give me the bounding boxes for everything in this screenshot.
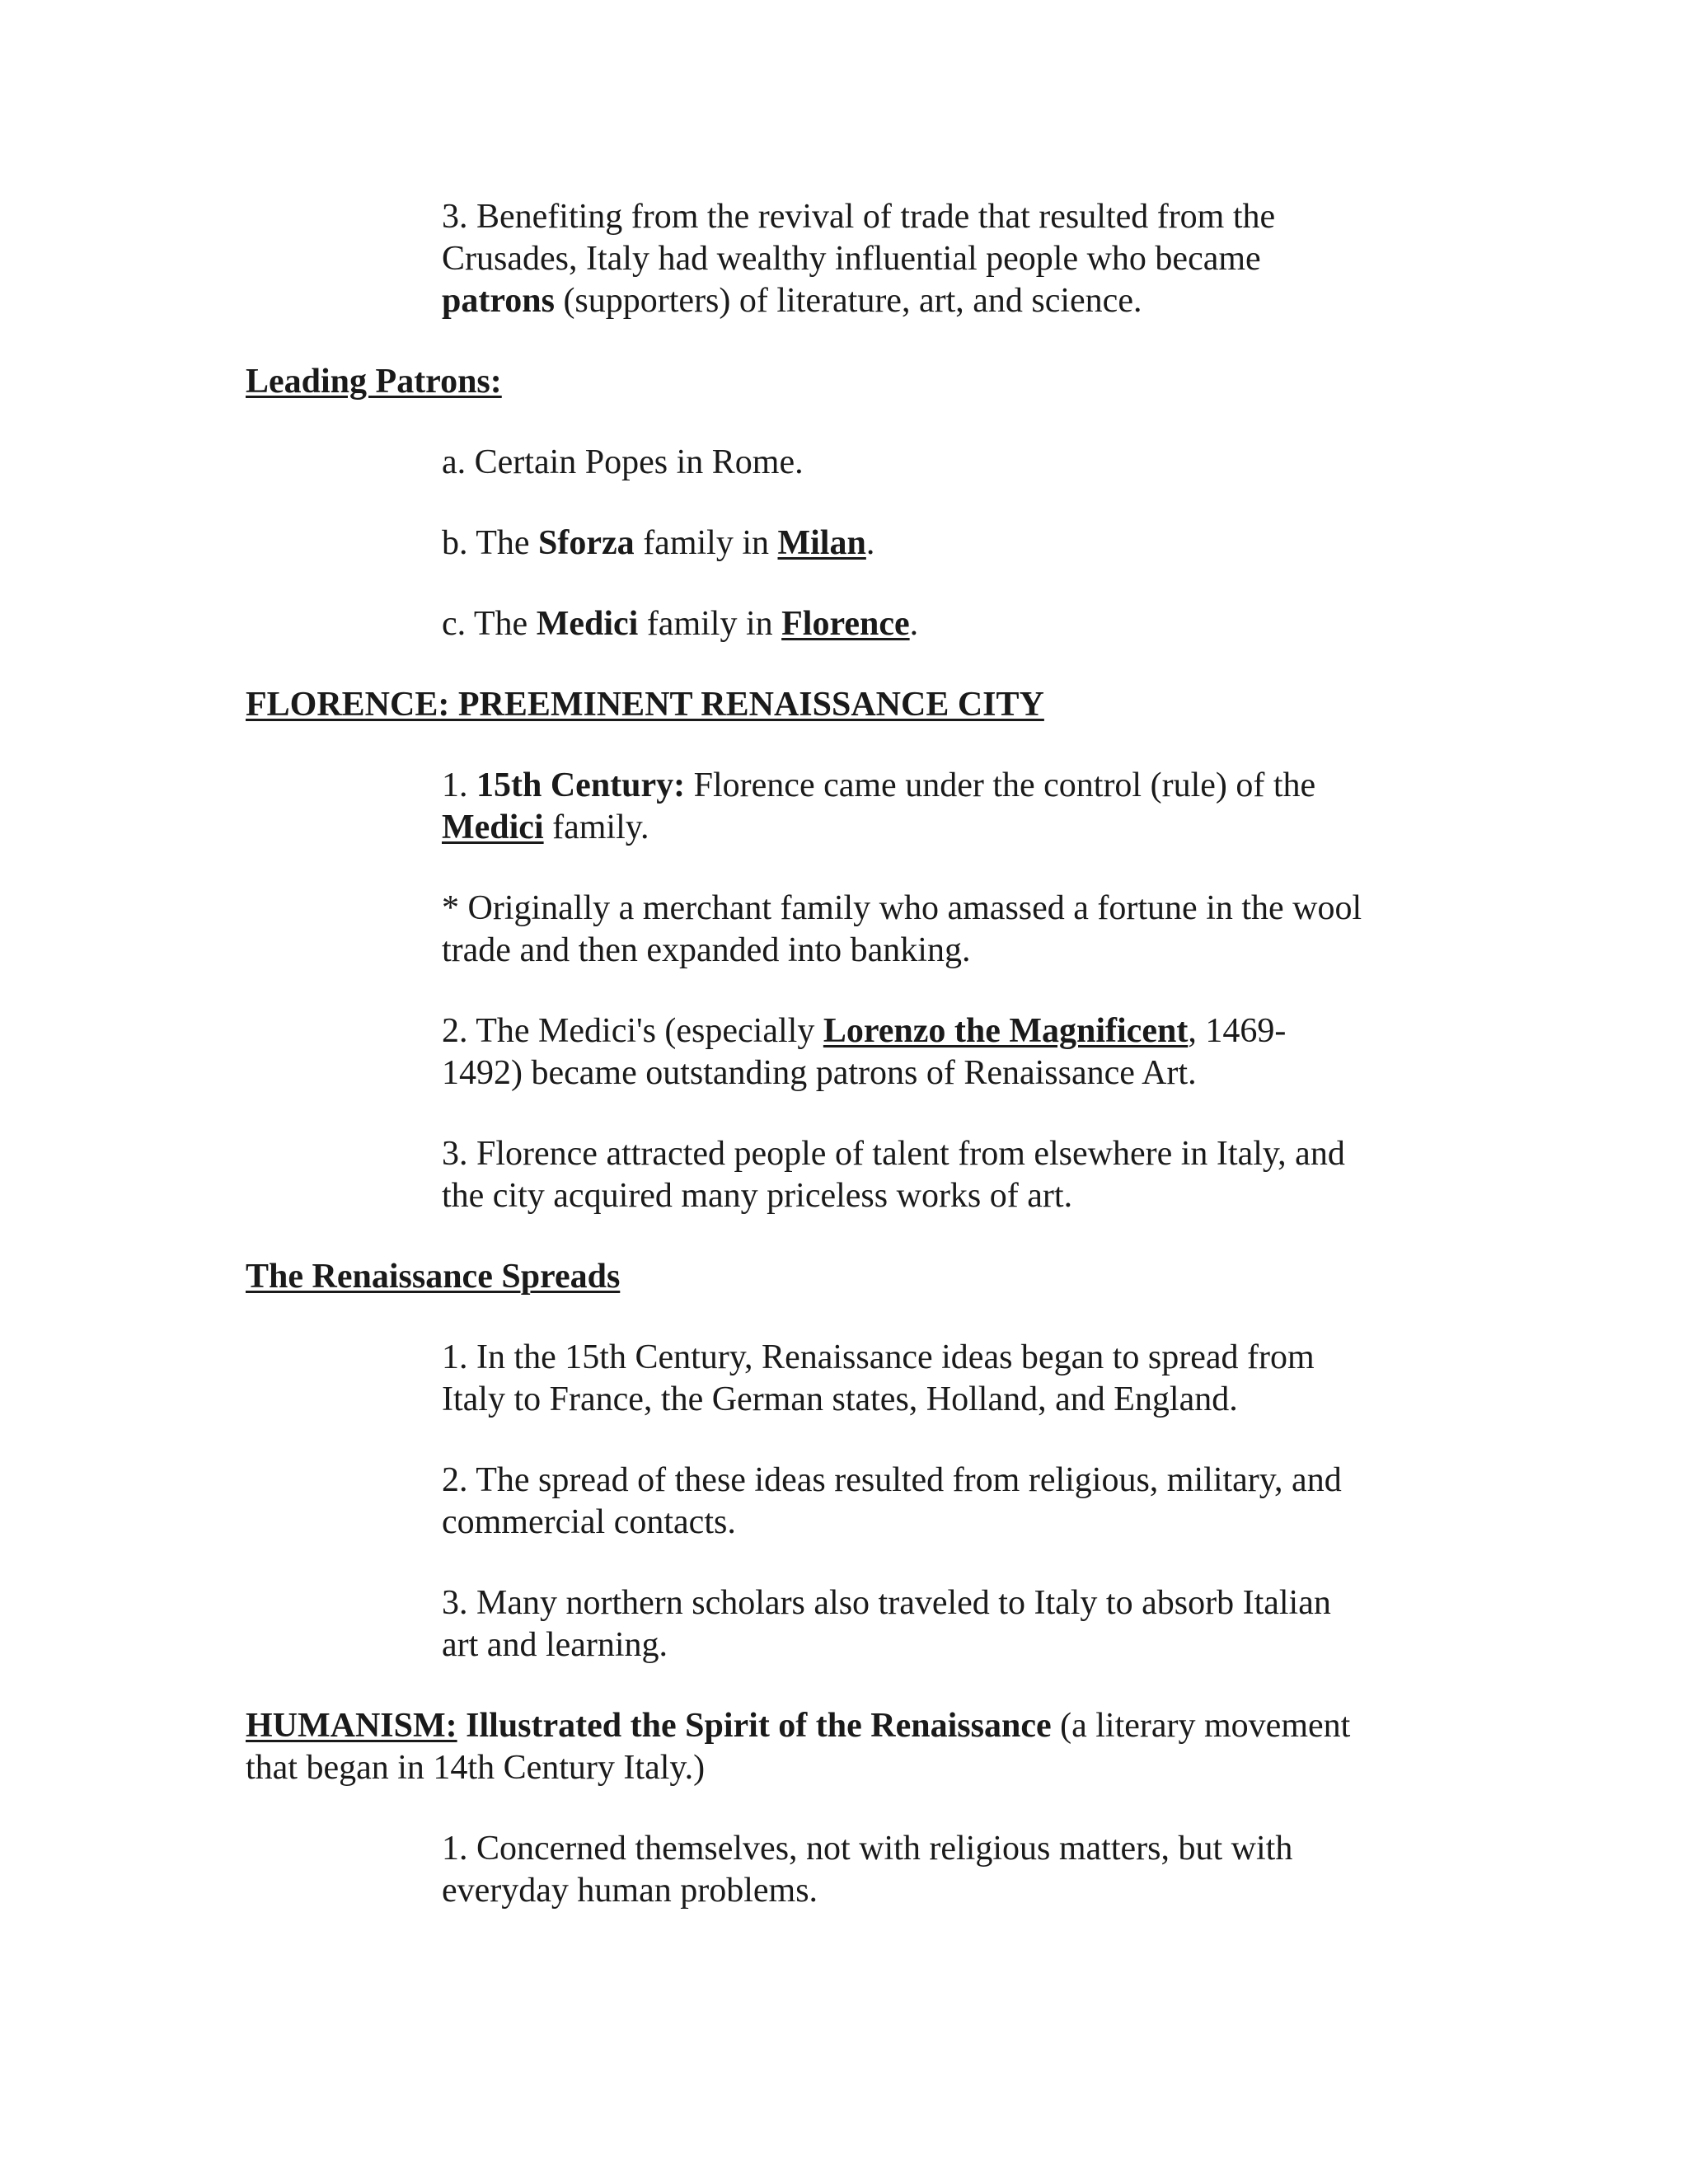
text: commercial contacts. (442, 1503, 736, 1541)
text: . (909, 605, 919, 643)
florence-item-2-line-1 (442, 1010, 1286, 1052)
patrons-item-line-1 (442, 195, 1275, 238)
text: 1. Concerned themselves, not with religious matters, but with (442, 1830, 1293, 1868)
florence-item-3-line-2 (442, 1174, 1072, 1217)
text: 1. (442, 766, 476, 804)
text: . (865, 524, 875, 562)
text: 2. The Medici's (especially (442, 1012, 823, 1050)
text: Florence came under the control (rule) of the (685, 766, 1316, 804)
place-milan: Milan (777, 524, 866, 562)
text: * Originally a merchant family who amassed a fortune in the wool (442, 889, 1362, 927)
heading-text: FLORENCE: PREEMINENT RENAISSANCE CITY (246, 686, 1044, 724)
text: (a literary movement (1051, 1707, 1351, 1745)
florence-item-3-line-1 (442, 1132, 1345, 1175)
text: family. (543, 808, 649, 846)
text: that began in 14th Century Italy.) (246, 1749, 706, 1787)
spreads-item-3-line-2 (442, 1624, 668, 1666)
spreads-heading (246, 1255, 620, 1298)
florence-item-1-line-1 (442, 764, 1315, 807)
humanism-heading-line-1 (246, 1704, 1350, 1747)
florence-item-2-line-2 (442, 1052, 1197, 1094)
text: (supporters) of literature, art, and science. (554, 282, 1142, 320)
term-medici: Medici (442, 808, 544, 846)
heading-text: The Renaissance Spreads (246, 1258, 621, 1296)
text: everyday human problems. (442, 1872, 818, 1910)
text: 1492) became outstanding patrons of Renaissance Art. (442, 1054, 1197, 1092)
patrons-item-line-2 (442, 237, 1261, 280)
humanism-item-1-line-1 (442, 1827, 1292, 1870)
text: family in (634, 524, 778, 562)
spreads-item-1-line-2 (442, 1378, 1238, 1421)
text: art and learning. (442, 1626, 668, 1664)
text: a. Certain Popes in Rome. (442, 443, 804, 481)
florence-heading (246, 683, 1044, 726)
term-15th-century: 15th Century: (476, 766, 686, 804)
text: , 1469- (1188, 1012, 1287, 1050)
spreads-item-2-line-2 (442, 1501, 736, 1544)
spreads-item-1-line-1 (442, 1336, 1315, 1379)
text: trade and then expanded into banking. (442, 931, 971, 969)
heading-humanism: HUMANISM: (246, 1707, 457, 1745)
patron-item-b (442, 522, 874, 565)
patrons-item-line-3 (442, 279, 1142, 322)
place-florence: Florence (781, 605, 910, 643)
leading-patrons-heading (246, 360, 502, 403)
text: the city acquired many priceless works of art. (442, 1177, 1073, 1215)
text: 2. The spread of these ideas resulted from religious, military, and (442, 1461, 1342, 1499)
humanism-item-1-line-2 (442, 1869, 818, 1912)
text: 1. In the 15th Century, Renaissance ideas began to spread from (442, 1338, 1315, 1376)
patron-item-c (442, 602, 918, 645)
text: c. The (442, 605, 537, 643)
text: 3. Florence attracted people of talent from elsewhere in Italy, and (442, 1135, 1345, 1173)
term-sforza: Sforza (538, 524, 635, 562)
heading-spirit: Illustrated the Spirit of the Renaissance (457, 1707, 1052, 1745)
florence-note-line-1 (442, 887, 1362, 930)
text: 3. Benefiting from the revival of trade that resulted from the (442, 198, 1276, 236)
text: b. The (442, 524, 539, 562)
term-lorenzo: Lorenzo the Magnificent (823, 1012, 1189, 1050)
term-medici: Medici (536, 605, 639, 643)
spreads-item-2-line-1 (442, 1459, 1342, 1502)
patron-item-a (442, 441, 804, 484)
florence-note-line-2 (442, 929, 970, 972)
humanism-heading-line-2 (246, 1746, 705, 1789)
text: family in (638, 605, 782, 643)
term-patrons: patrons (442, 282, 555, 320)
text: Italy to France, the German states, Holland, and England. (442, 1380, 1238, 1418)
text: 3. Many northern scholars also traveled to Italy to absorb Italian (442, 1584, 1331, 1622)
heading-text: Leading Patrons: (246, 363, 502, 401)
spreads-item-3-line-1 (442, 1582, 1331, 1624)
florence-item-1-line-2 (442, 806, 649, 849)
text: Crusades, Italy had wealthy influential people who became (442, 240, 1261, 278)
